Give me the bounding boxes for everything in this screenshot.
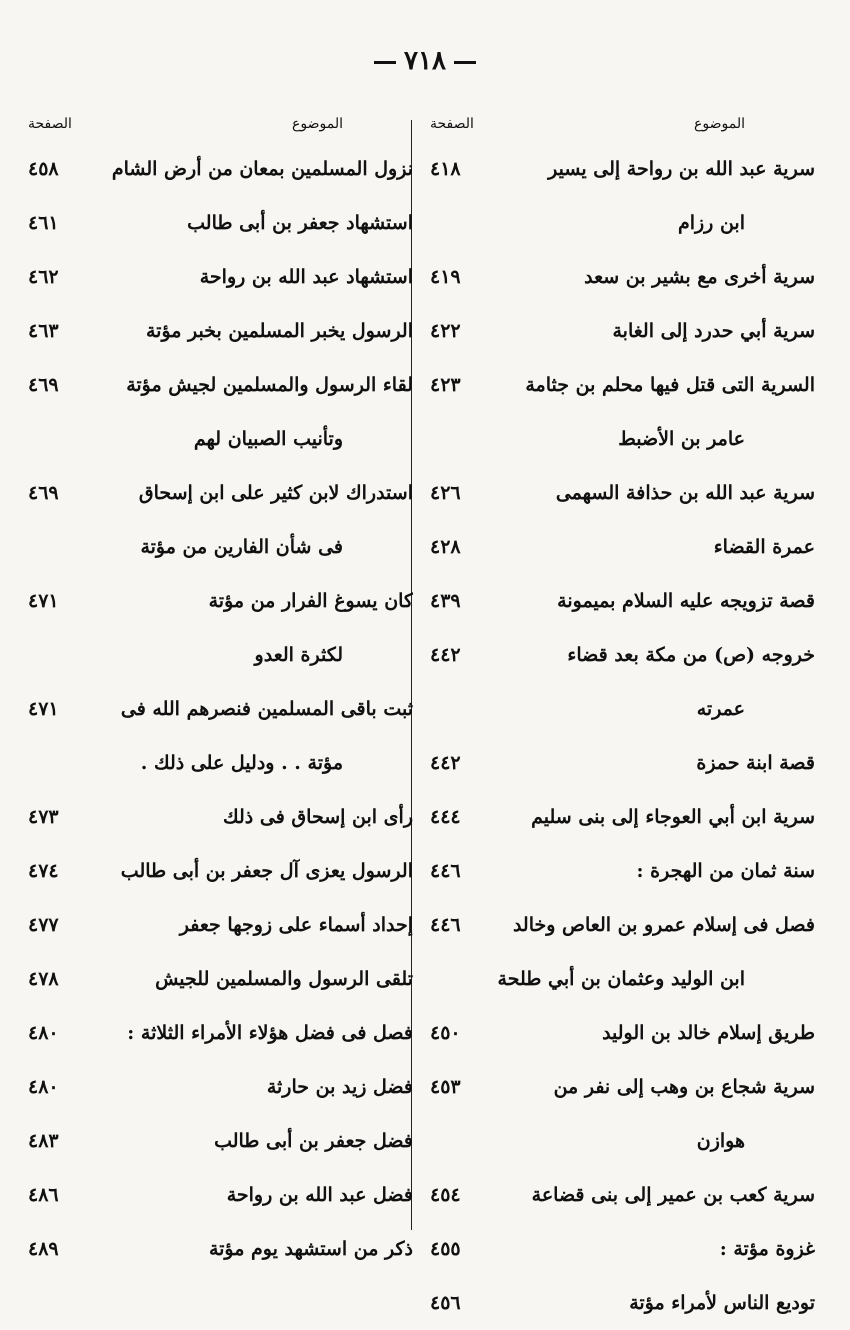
toc-entry — [28, 1222, 413, 1276]
entry-title: تلقى الرسول والمسلمين للجيش — [155, 968, 413, 990]
topic-header: الموضوع — [694, 116, 745, 132]
toc-entry — [430, 520, 815, 574]
toc-entry — [430, 574, 815, 628]
entry-page-number: ٤٥٥ — [430, 1238, 461, 1260]
toc-entry — [28, 790, 413, 844]
entry-page-number: ٤٤٢ — [430, 644, 461, 666]
entry-title-continuation: وتأنيب الصبيان لهم — [193, 428, 343, 450]
entry-page-number: ٤٨٠ — [28, 1022, 59, 1044]
entry-page-number: ٤٦٣ — [28, 320, 59, 342]
toc-entry — [430, 628, 815, 736]
entry-title: سرية أبي حدرد إلى الغابة — [612, 320, 815, 342]
entry-title: سرية كعب بن عمير إلى بنى قضاعة — [531, 1184, 815, 1206]
entry-title-continuation: هوازن — [696, 1130, 745, 1152]
page-header: الصفحة — [28, 116, 72, 132]
entry-title: استدراك لابن كثير على ابن إسحاق — [138, 482, 413, 504]
entry-title: رأى ابن إسحاق فى ذلك — [223, 806, 413, 828]
entry-page-number: ٤٦٢ — [28, 266, 59, 288]
entry-page-number: ٤٦١ — [28, 212, 59, 234]
entry-page-number: ٤٧٨ — [28, 968, 59, 990]
dash-left — [374, 61, 396, 64]
toc-entry — [430, 142, 815, 250]
toc-entry — [28, 304, 413, 358]
entry-page-number: ٤٤٤ — [430, 806, 461, 828]
entry-title: قصة تزويجه عليه السلام بميمونة — [557, 590, 815, 612]
entry-title-continuation: ابن الوليد وعثمان بن أبي طلحة — [497, 968, 745, 990]
entry-page-number: ٤٥٦ — [430, 1292, 461, 1314]
entry-page-number: ٤٢٨ — [430, 536, 461, 558]
entry-title: نزول المسلمين بمعان من أرض الشام — [111, 158, 413, 180]
entry-page-number: ٤٢٣ — [430, 374, 461, 396]
entry-title: كان يسوغ الفرار من مؤتة — [208, 590, 413, 612]
entry-title: فصل فى فضل هؤلاء الأمراء الثلاثة : — [127, 1022, 413, 1044]
toc-entry — [28, 196, 413, 250]
page-header: الصفحة — [430, 116, 474, 132]
entry-page-number: ٤٦٩ — [28, 374, 59, 396]
toc-entry — [28, 250, 413, 304]
entry-title: إحداد أسماء على زوجها جعفر — [179, 914, 413, 936]
entry-page-number: ٤٧٣ — [28, 806, 59, 828]
entry-page-number: ٤٨٣ — [28, 1130, 59, 1152]
entry-title: توديع الناس لأمراء مؤتة — [629, 1292, 815, 1314]
toc-entry — [430, 1276, 815, 1330]
right-entries — [430, 142, 815, 1330]
entry-title: استشهاد عبد الله بن رواحة — [199, 266, 413, 288]
toc-entry — [430, 898, 815, 1006]
right-column — [430, 112, 815, 1330]
page-number — [0, 46, 850, 76]
entry-title-continuation: فى شأن الفارين من مؤتة — [140, 536, 343, 558]
entry-title: فضل عبد الله بن رواحة — [226, 1184, 413, 1206]
entry-title: السرية التى قتل فيها محلم بن جثامة — [525, 374, 815, 396]
toc-entry — [28, 1168, 413, 1222]
entry-page-number: ٤٧١ — [28, 698, 59, 720]
entry-title: سرية شجاع بن وهب إلى نفر من — [553, 1076, 815, 1098]
entry-title-continuation: لكثرة العدو — [254, 644, 343, 666]
toc-entry — [430, 466, 815, 520]
entry-title-continuation: مؤتة . . ودليل على ذلك . — [140, 752, 343, 774]
entry-page-number: ٤٥٤ — [430, 1184, 461, 1206]
left-column-header — [28, 112, 413, 142]
entry-page-number: ٤٢٢ — [430, 320, 461, 342]
page-number-text: ٧١٨ — [404, 46, 446, 76]
toc-entry — [28, 1114, 413, 1168]
entry-title: الرسول يخبر المسلمين بخبر مؤتة — [145, 320, 413, 342]
toc-entry — [28, 574, 413, 682]
toc-entry — [28, 358, 413, 466]
entry-page-number: ٤٥٠ — [430, 1022, 461, 1044]
toc-entry — [28, 1006, 413, 1060]
right-column-header — [430, 112, 815, 142]
entry-page-number: ٤٨٩ — [28, 1238, 59, 1260]
toc-entry — [430, 358, 815, 466]
toc-entry — [430, 790, 815, 844]
entry-page-number: ٤٥٣ — [430, 1076, 461, 1098]
entry-title: فصل فى إسلام عمرو بن العاص وخالد — [512, 914, 815, 936]
entry-title: سرية أخرى مع بشير بن سعد — [584, 266, 815, 288]
entry-page-number: ٤١٩ — [430, 266, 461, 288]
entry-page-number: ٤٤٦ — [430, 860, 461, 882]
entry-title: عمرة القضاء — [713, 536, 815, 558]
entry-page-number: ٤٤٦ — [430, 914, 461, 936]
entry-title: خروجه (ص) من مكة بعد قضاء — [567, 644, 815, 666]
entry-title: ثبت باقى المسلمين فنصرهم الله فى — [120, 698, 413, 720]
toc-entry — [430, 736, 815, 790]
entry-title: لقاء الرسول والمسلمين لجيش مؤتة — [126, 374, 413, 396]
entry-page-number: ٤٧٧ — [28, 914, 59, 936]
entry-title: فضل جعفر بن أبى طالب — [214, 1130, 413, 1152]
toc-entry — [28, 898, 413, 952]
toc-entry — [430, 1006, 815, 1060]
entry-page-number: ٤٦٩ — [28, 482, 59, 504]
topic-header: الموضوع — [292, 116, 343, 132]
entry-title: طريق إسلام خالد بن الوليد — [602, 1022, 815, 1044]
entry-page-number: ٤٧١ — [28, 590, 59, 612]
dash-right — [454, 61, 476, 64]
toc-entry — [28, 142, 413, 196]
toc-entry — [430, 1222, 815, 1276]
toc-entry — [430, 1060, 815, 1168]
entry-title: الرسول يعزى آل جعفر بن أبى طالب — [120, 860, 413, 882]
entry-title: استشهاد جعفر بن أبى طالب — [187, 212, 413, 234]
toc-entry — [28, 466, 413, 574]
entry-page-number: ٤٣٩ — [430, 590, 461, 612]
entry-title: سرية ابن أبي العوجاء إلى بنى سليم — [531, 806, 815, 828]
toc-entry — [28, 1060, 413, 1114]
toc-entry — [430, 304, 815, 358]
left-entries — [28, 142, 413, 1276]
entry-title-continuation: عمرته — [696, 698, 745, 720]
entry-page-number: ٤٧٤ — [28, 860, 59, 882]
toc-entry — [28, 682, 413, 790]
toc-entry — [430, 844, 815, 898]
entry-title: سنة ثمان من الهجرة : — [636, 860, 815, 882]
toc-entry — [28, 952, 413, 1006]
entry-page-number: ٤١٨ — [430, 158, 461, 180]
toc-entry — [28, 844, 413, 898]
entry-title: سرية عبد الله بن حذافة السهمى — [555, 482, 815, 504]
entry-title: قصة ابنة حمزة — [696, 752, 815, 774]
entry-page-number: ٤٥٨ — [28, 158, 59, 180]
toc-entry — [430, 250, 815, 304]
entry-title: ذكر من استشهد يوم مؤتة — [208, 1238, 413, 1260]
entry-page-number: ٤٨٠ — [28, 1076, 59, 1098]
entry-page-number: ٤٤٢ — [430, 752, 461, 774]
toc-entry — [430, 1168, 815, 1222]
entry-page-number: ٤٢٦ — [430, 482, 461, 504]
entry-title: سرية عبد الله بن رواحة إلى يسير — [548, 158, 815, 180]
entry-title: غزوة مؤتة : — [719, 1238, 815, 1260]
entry-title: فضل زيد بن حارثة — [266, 1076, 413, 1098]
entry-page-number: ٤٨٦ — [28, 1184, 59, 1206]
entry-title-continuation: عامر بن الأضبط — [618, 428, 745, 450]
left-column — [28, 112, 413, 1276]
entry-title-continuation: ابن رزام — [677, 212, 745, 234]
